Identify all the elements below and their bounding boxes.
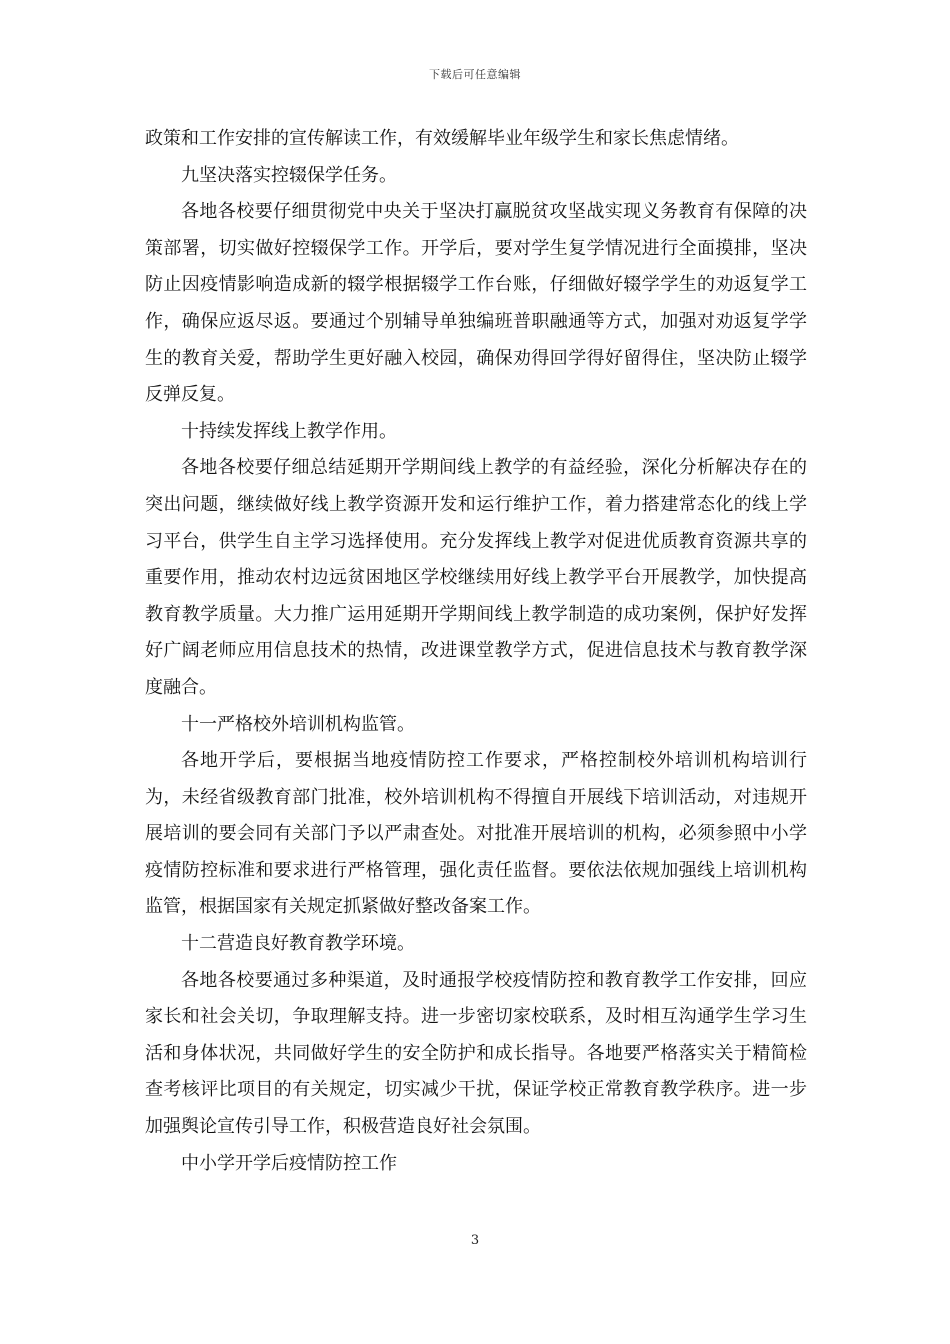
page-number: 3 (470, 1233, 480, 1248)
paragraph-section-12: 各地各校要通过多种渠道，及时通报学校疫情防控和教育教学工作安排，回应家长和社会关切，争取理解支持。进一步密切家校联系，及时相互沟通学生学习生活和身体状况，共同做好学生的安全防护和成长指导。各地要严格落实关于精简检查考核评比项目的有关规定，切实减少干扰，保证学校正常教育教学秩序。进一步加强舆论宣传引导工作，积极营造良好社会氛围。 (145, 969, 807, 1138)
paragraph-section-10: 各地各校要仔细总结延期开学期间线上教学的有益经验，深化分析解决存在的突出问题，继续做好线上教学资源开发和运行维护工作，着力搭建常态化的线上学习平台，供学生自主学习选择使用。充分发挥线上教学对促进优质教育资源共享的重要作用，推动农村边远贫困地区学校继续用好线上教学平台开展教学，加快提高教育教学质量。大力推广运用延期开学期间线上教学制造的成功案例，保护好发挥好广阔老师应用信息技术的热情，改进课堂教学方式，促进信息技术与教育教学深度融合。 (145, 457, 807, 698)
closing-title: 中小学开学后疫情防控工作 (181, 1152, 397, 1174)
section-heading-12: 十二营造良好教育教学环境。 (181, 933, 415, 955)
page-header: 下载后可任意编辑 (429, 68, 521, 81)
section-heading-11: 十一严格校外培训机构监管。 (181, 713, 415, 735)
section-heading-10: 十持续发挥线上教学作用。 (181, 420, 397, 442)
paragraph-section-11: 各地开学后，要根据当地疫情防控工作要求，严格控制校外培训机构培训行为，未经省级教育部门批准，校外培训机构不得擅自开展线下培训活动，对违规开展培训的要会同有关部门予以严肃查处。对批准开展培训的机构，必须参照中小学疫情防控标准和要求进行严格管理，强化责任监督。要依法依规加强线上培训机构监管，根据国家有关规定抓紧做好整改备案工作。 (145, 750, 807, 918)
paragraph-section-9: 各地各校要仔细贯彻党中央关于坚决打赢脱贫攻坚战实现义务教育有保障的决策部署，切实做好控辍保学工作。开学后，要对学生复学情况进行全面摸排，坚决防止因疫情影响造成新的辍学根据辍学工作台账，仔细做好辍学学生的劝返复学工作，确保应返尽返。要通过个别辅导单独编班普职融通等方式，加强对劝返复学学生的教育关爱，帮助学生更好融入校园，确保劝得回学得好留得住，坚决防止辍学反弹反复。 (145, 201, 807, 406)
document-body (145, 121, 807, 1182)
paragraph-continuation: 政策和工作安排的宣传解读工作，有效缓解毕业年级学生和家长焦虑情绪。 (145, 128, 739, 149)
section-heading-9: 九坚决落实控辍保学任务。 (181, 164, 397, 186)
